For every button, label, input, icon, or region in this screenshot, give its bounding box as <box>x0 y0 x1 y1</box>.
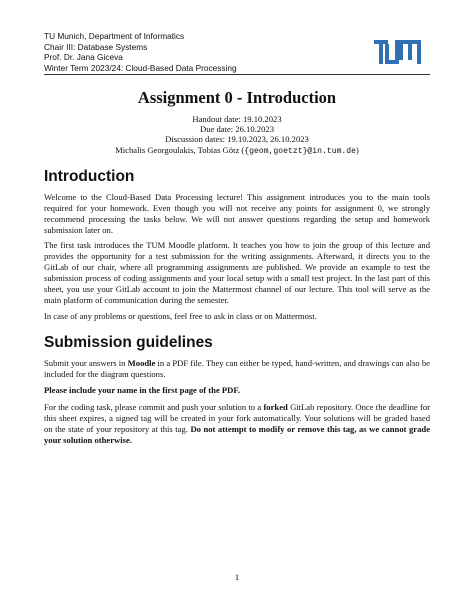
header-line-term: Winter Term 2023/24: Cloud-Based Data Processing <box>44 62 237 73</box>
intro-paragraph-2: The first task introduces the TUM Moodle platform. It teaches you how to join the group of this lecture and provides the opportunity for a test submission for the writing assignments. Afterward, it directs you to the GitLab of our chair, where all programming assignments are published. We provide an example to test the submission process of coding assignments and your local setup with a small test project. In the last part of this sheet, you use your GitLab account to join the Mattermost channel of our lecture. This tool will serve as the main platform of communication during the semester. <box>44 240 430 305</box>
section-heading-submission: Submission guidelines <box>44 334 213 351</box>
submission-p1-post: in a PDF file. They can either be typed, hand-written, and drawings can also be included for the diagram questions. <box>44 358 430 379</box>
header-line-department: TU Munich, Department of Informatics <box>44 31 185 41</box>
due-date: Due date: 26.10.2023 <box>200 124 274 135</box>
submission-p3-pre: For the coding task, please commit and push your solution to a <box>44 402 264 412</box>
submission-paragraph-3 <box>44 402 430 446</box>
authors-close: ) <box>356 144 359 155</box>
submission-p3-bold-forked: forked <box>263 402 288 412</box>
header-line-professor: Prof. Dr. Jana Giceva <box>44 52 123 63</box>
authors-email: {geom,goetzt}@in.tum.de <box>244 146 356 156</box>
submission-p3-mid: GitLab repository. Once the deadline for this sheet expires, a signed tag will be created in your fork automatically. Your solutions will be graded based on the state of your repository at this tag. <box>44 402 430 434</box>
authors-line <box>0 145 474 157</box>
discussion-dates: Discussion dates: 19.10.2023, 26.10.2023 <box>165 134 309 145</box>
institution-header <box>44 31 374 73</box>
submission-p3-bold-warning: Do not attempt to modify or remove this tag, as we cannot grade your solution otherwise. <box>44 423 431 445</box>
submission-paragraph-2 <box>44 385 430 396</box>
header-line-chair: Chair III: Database Systems <box>44 41 148 52</box>
assignment-title: Assignment 0 - Introduction <box>137 88 337 107</box>
handout-date: Handout date: 19.10.2023 <box>192 114 282 124</box>
assignment-meta <box>0 114 474 157</box>
header-divider <box>44 74 430 75</box>
submission-p2-bold: Please include your name in the first page of the PDF. <box>44 385 240 395</box>
intro-paragraph-3: In case of any problems or questions, feel free to ask in class or on Mattermost. <box>44 311 317 321</box>
intro-paragraph-1: Welcome to the Cloud-Based Data Processing lecture! This assignment introduces you to the main tools required for your homework. Even though you will not receive any points for assignment 0, we strongly recommend processing the tasks below. We will not answer questions regarding the setup and homework submission later on. <box>44 192 430 235</box>
submission-p1-bold: Moodle <box>127 358 156 368</box>
authors-names: Michalis Georgoulakis, Tobias Götz ( <box>115 144 245 155</box>
section-heading-introduction: Introduction <box>44 168 135 185</box>
submission-p1-pre: Submit your answers in <box>44 358 128 368</box>
submission-paragraph-1 <box>44 358 430 380</box>
tum-logo <box>374 40 421 64</box>
page-number: 1 <box>234 572 240 582</box>
